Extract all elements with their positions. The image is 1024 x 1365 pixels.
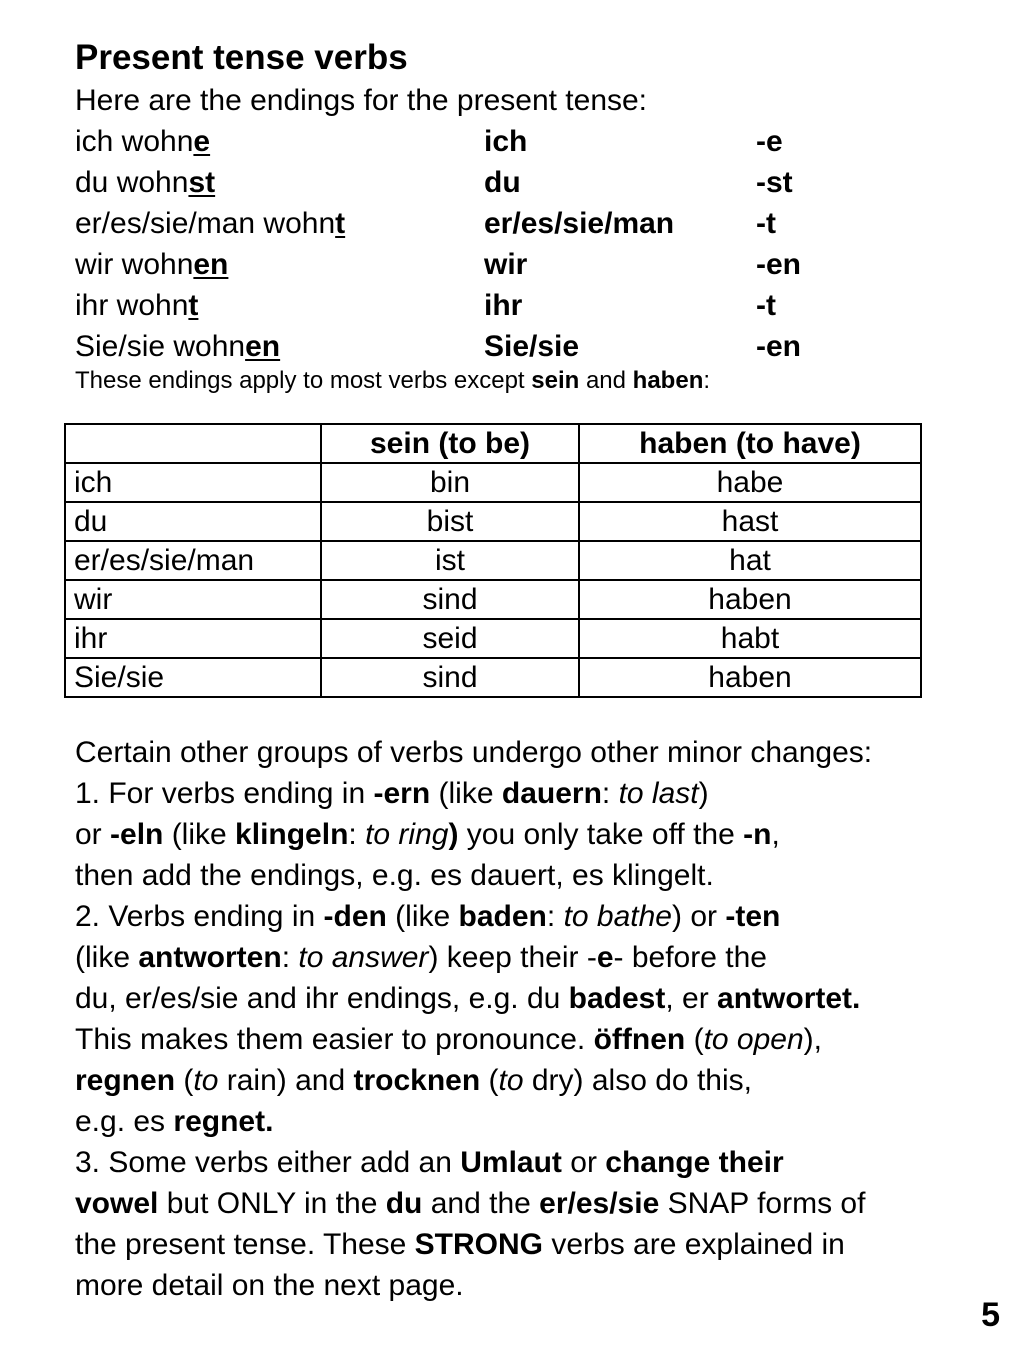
paragraph-line: or -eln (like klingeln: to ring) you only take off the -n,	[75, 818, 780, 851]
page-title: Present tense verbs	[75, 38, 408, 77]
paragraph-line: e.g. es regnet.	[75, 1105, 274, 1138]
ending-pronoun: er/es/sie/man	[484, 207, 675, 240]
table-header-sein: sein (to be)	[321, 424, 579, 463]
ending-suffix: -en	[756, 330, 801, 363]
other-changes-section	[75, 732, 1005, 1306]
endings-list	[75, 121, 995, 367]
table-row: ihr seid habt	[65, 619, 921, 658]
paragraph-line: du, er/es/sie and ihr endings, e.g. du badest, er antwortet.	[75, 982, 861, 1015]
ending-row: wir wohnen wir -en	[75, 244, 995, 285]
table-row: du bist hast	[65, 502, 921, 541]
paragraph-line: vowel but ONLY in the du and the er/es/sie SNAP forms of	[75, 1187, 866, 1220]
ending-row: ihr wohnt ihr -t	[75, 285, 995, 326]
paragraph-line: 3. Some verbs either add an Umlaut or change their	[75, 1146, 784, 1179]
ending-suffix: -t	[756, 207, 776, 240]
ending-pronoun: wir	[484, 248, 528, 281]
ending-suffix: -st	[756, 166, 793, 199]
table-row: Sie/sie sind haben	[65, 658, 921, 697]
sein-haben-table	[64, 423, 922, 698]
page-content	[75, 36, 995, 397]
table-header-empty	[65, 424, 321, 463]
intro-text: Here are the endings for the present tense:	[75, 84, 648, 117]
table-row: er/es/sie/man ist hat	[65, 541, 921, 580]
ending-pronoun: du	[484, 166, 521, 199]
paragraph-line: This makes them easier to pronounce. öffnen (to open),	[75, 1023, 822, 1056]
paragraph-line: 1. For verbs ending in -ern (like dauern: to last)	[75, 777, 709, 810]
paragraph-line: regnen (to rain) and trocknen (to dry) also do this,	[75, 1064, 752, 1097]
ending-row: Sie/sie wohnen Sie/sie -en	[75, 326, 995, 367]
paragraph-line: then add the endings, e.g. es dauert, es klingelt.	[75, 859, 714, 892]
paragraph-line: the present tense. These STRONG verbs are explained in	[75, 1228, 845, 1261]
ending-pronoun: ich	[484, 125, 528, 158]
page-number: 5	[981, 1296, 1000, 1334]
ending-suffix: -en	[756, 248, 801, 281]
paragraph-line: (like antworten: to answer) keep their -e- before the	[75, 941, 767, 974]
ending-pronoun: ihr	[484, 289, 523, 322]
table-header-haben: haben (to have)	[579, 424, 921, 463]
ending-pronoun: Sie/sie	[484, 330, 580, 363]
paragraph-line: more detail on the next page.	[75, 1269, 464, 1302]
table-header-row	[65, 424, 921, 463]
table-row: wir sind haben	[65, 580, 921, 619]
ending-row: du wohnst du -st	[75, 162, 995, 203]
table-row: ich bin habe	[65, 463, 921, 502]
ending-row: ich wohne ich -e	[75, 121, 995, 162]
paragraph-line: Certain other groups of verbs undergo other minor changes:	[75, 736, 873, 769]
ending-suffix: -e	[756, 125, 783, 158]
ending-suffix: -t	[756, 289, 776, 322]
endings-note: These endings apply to most verbs except sein and haben:	[75, 367, 711, 394]
ending-row: er/es/sie/man wohnt er/es/sie/man -t	[75, 203, 995, 244]
paragraph-line: 2. Verbs ending in -den (like baden: to bathe) or -ten	[75, 900, 781, 933]
